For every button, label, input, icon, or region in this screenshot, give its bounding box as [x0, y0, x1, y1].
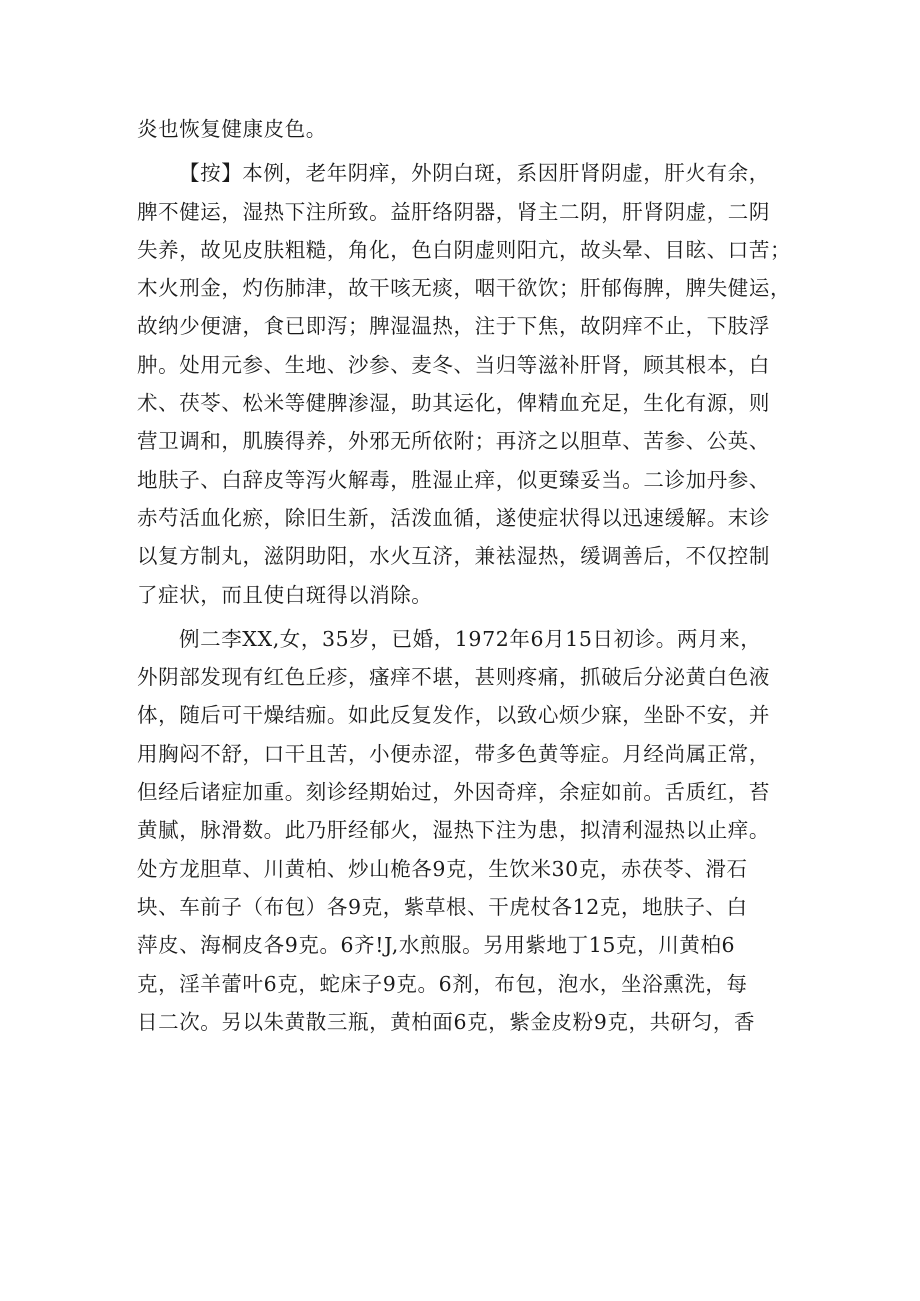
text-line: 黄腻，脉滑数。此乃肝经郁火，湿热下注为患，拟清利湿热以止痒。 — [137, 818, 770, 843]
paragraph-commentary — [137, 154, 797, 614]
text-line: 失养，故见皮肤粗糙，角化，色白阴虚则阳亢，故头晕、目眩、口苦； — [137, 237, 792, 262]
text-line: 木火刑金，灼伤肺津，故干咳无痰，咽干欲饮；肝郁侮脾，脾失健运， — [137, 276, 792, 301]
text-line: 用胸闷不舒，口干且苦，小便赤涩，带多色黄等症。月经尚属正常， — [137, 741, 770, 766]
text-line: 处方龙胆草、川黄柏、炒山桅各9克，生饮米30克，赤茯苓、滑石 — [137, 856, 748, 881]
paragraph-continuation — [137, 110, 797, 148]
text-line: 炎也恢复健康皮色。 — [137, 117, 327, 141]
text-line: 外阴部发现有红色丘疹，瘙痒不堪，甚则疼痛，抓破后分泌黄白色液 — [137, 665, 770, 690]
document-body — [137, 110, 797, 1041]
text-line: 了症状，而且使白斑得以消除。 — [137, 582, 433, 607]
text-line: 以复方制丸，滋阴助阳，水火互济，兼袪湿热，缓调善后，不仅控制 — [137, 544, 770, 569]
text-line: 萍皮、海桐皮各9克。6齐!J,水煎服。另用紫地丁15克，川黄柏6 — [137, 933, 736, 958]
text-line: 赤芍活血化瘀，除旧生新，活泼血循，遂使症状得以迅速缓解。末诊 — [137, 505, 770, 530]
text-line: 日二次。另以朱黄散三瓶，黄柏面6克，紫金皮粉9克，共研匀，香 — [137, 1009, 756, 1034]
text-line: 但经后诸症加重。刻诊经期始过，外因奇痒，余症如前。舌质红，苔 — [137, 780, 770, 805]
paragraph-case-two — [137, 620, 797, 1041]
text-line: 【按】本例，老年阴痒，外阴白斑，系因肝肾阴虚，肝火有余， — [179, 161, 770, 186]
text-line: 术、茯苓、松米等健脾渗湿，助其运化，俾精血充足，生化有源，则 — [137, 391, 770, 416]
text-line: 例二李XX,女，35岁，已婚，1972年6月15日初诊。两月来， — [179, 626, 762, 651]
text-line: 克，淫羊蕾叶6克，蛇床子9克。6剂，布包，泡水，坐浴熏洗，每 — [137, 971, 748, 996]
text-line: 体，随后可干燥结痂。如此反复发作，以致心烦少寐，坐卧不安，并 — [137, 703, 770, 728]
text-line: 营卫调和，肌腠得养，外邪无所依附；再济之以胆草、苦参、公英、 — [137, 429, 770, 454]
text-line: 脾不健运，湿热下注所致。益肝络阴器，肾主二阴，肝肾阴虚，二阴 — [137, 199, 770, 224]
text-line: 块、车前子（布包）各9克，紫草根、干虎杖各12克，地肤子、白 — [137, 894, 748, 919]
text-line: 故纳少便溏，食已即泻；脾湿温热，注于下焦，故阴痒不止，下肢浮 — [137, 314, 770, 339]
text-line: 肿。处用元参、生地、沙参、麦冬、当归等滋补肝肾，顾其根本，白 — [137, 352, 770, 377]
text-line: 地肤子、白辞皮等泻火解毒，胜湿止痒，似更臻妥当。二诊加丹参、 — [137, 467, 770, 492]
